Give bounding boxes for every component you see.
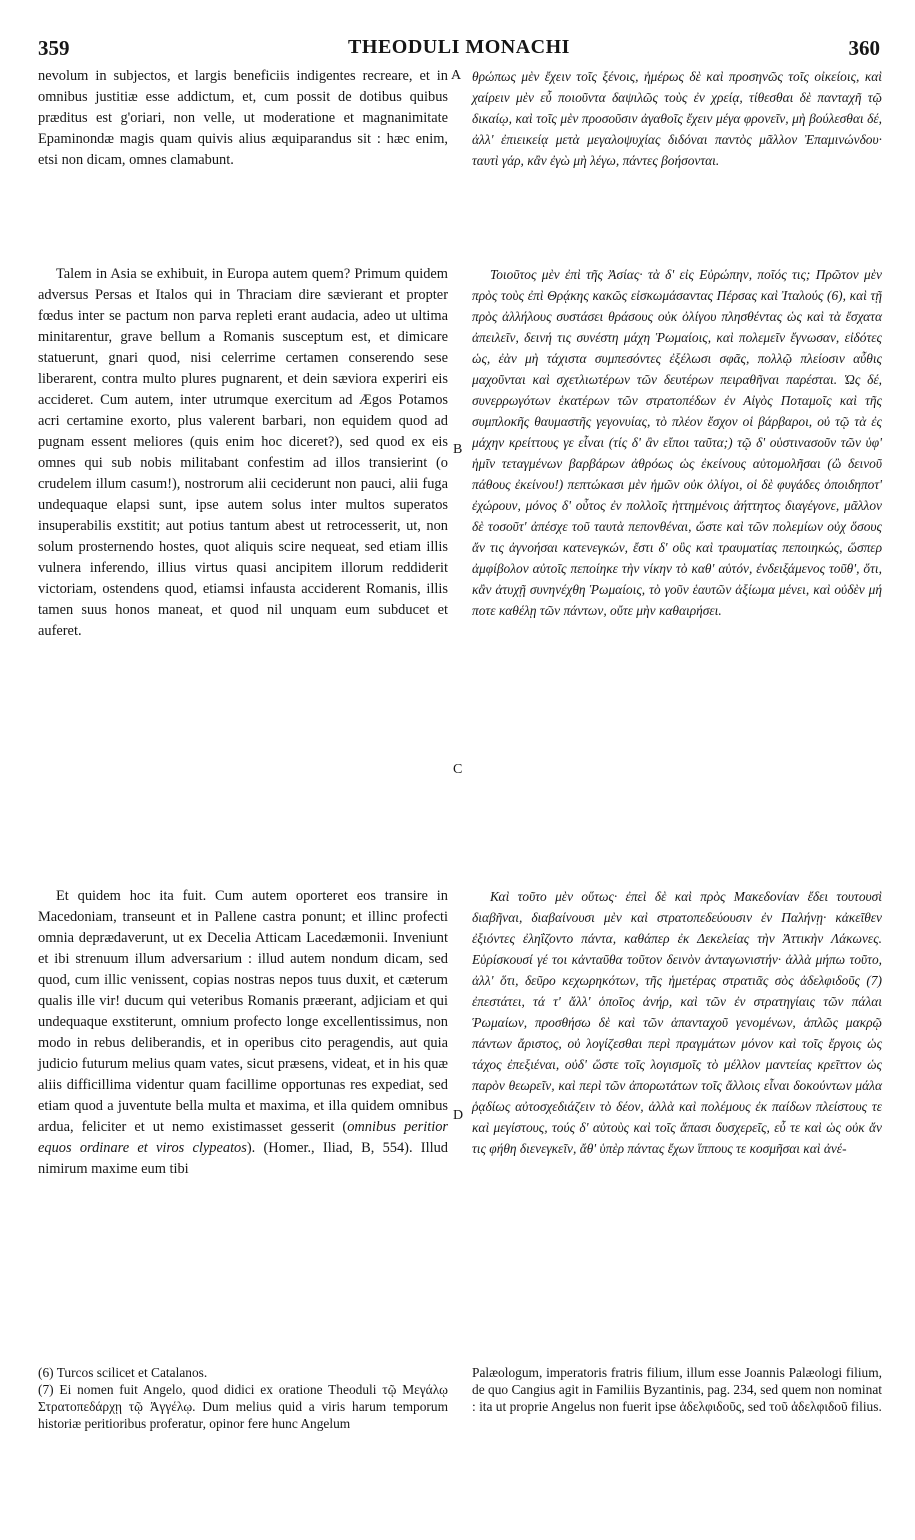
latin-paragraph-3 bbox=[38, 886, 448, 1180]
footnote-7-continued: Palæologum, imperatoris fratris filium, illum esse Joannis Palæologi filium, de quo Cangius agit in Familiis Byzantinis, pag. 234, sed quem non nominat : ita ut proprie Angelus non fuerit ipse ἀδελφιδοῦς, sed τοῦ ἀδελφιδοῦ filius. bbox=[472, 1365, 882, 1414]
greek-text-1: θρώπως μὲν ἔχειν τοῖς ξένοις, ἡμέρως δὲ καὶ προσηνῶς τοῖς οἰκείοις, καὶ χαίρειν μὲν εὖ ποιοῦντα δαψιλῶς τοὺς ἐν χρείᾳ, τίθεσθαι δὲ πανταχῆ τῷ δικαίῳ, καὶ τοῖς μὲν προσοῦσιν ἀγαθοῖς ἔχειν μέγα φρονεῖν, μὴ βούλεσθαι δέ, ἀλλ' ἐπιεικείᾳ μετὰ μεγαλοψυχίας διδόναι παντὸς μᾶλλον Ἐπαμινώνδου· ταυτὶ γάρ, κἂν ἐγὼ μὴ λέγω, πάντες βοήσονται. bbox=[472, 69, 882, 168]
footnote-6: (6) Turcos scilicet et Catalanos. bbox=[38, 1365, 208, 1380]
margin-letter-a: A bbox=[451, 68, 462, 83]
greek-paragraph-3 bbox=[472, 886, 882, 1159]
homer-quote: omnibus peritior equos ordinare et viros clypeatos bbox=[38, 1119, 449, 1156]
running-header bbox=[38, 36, 880, 66]
latin-text-2: Talem in Asia se exhibuit, in Europa autem quem? Primum quidem adversus Persas et Italos qui in Thraciam dire sævierant et propter fœdus inter se pactum non parva repleti erant audacia, adeo ut ultima minitarentur, grave bellum a Romanis susceptum est, et dimicare statuerunt, gnari quod, nisi celerrime certamen conserendo sese liberarent, contra multo plures pugnarent, et dein sæviora experiri eis accideret. Cum autem, inter utrumque exercitum ad Ægos Potamos acri certamine exorto, plus valerent barbari, non equidem quod ad pugnam essent meliores (quis enim hoc diceret?), sed quod ex eis omnes qui sub nobis militabant confestim ad illos transierint (o crudelem illum casum!), nostrorum alii ceciderunt non pauci, alii fuga undequaque elapsi sunt, ipse autem solus inter multos superatos insuperabilis exstitit; aut potius tantum abest ut retrocesserit, ut, non solum prosternendo hostes, quot aliquis scire nequeat, sed etiam illis vulnera inferendo, illius virtus quasi ancipitem illorum reddiderit victoriam, ostendens quod, etiamsi infausta acciderent Romanis, illis tamen suus honos maneat, et quod nil unquam eum subducet et auferet. bbox=[38, 266, 448, 639]
latin-paragraph-2 bbox=[38, 264, 448, 642]
margin-letter-b: B bbox=[453, 442, 463, 457]
latin-text-3c: . (Homer., Iliad, B, 554). Illud nimirum maxime eum tibi bbox=[38, 1140, 448, 1177]
latin-text-1: nevolum in subjectos, et largis beneficiis indigentes recreare, et in omnibus justitiæ esse addictum, et, cum possit de dotibus quibus præditus est g'oriari, non velle, ut moderatione et magnanimitate Epaminondæ magis quam quivis alius æquiparandus sit : hæc enim, etsi non dicam, omnes clamabunt. bbox=[38, 68, 448, 168]
greek-paragraph-2 bbox=[472, 264, 882, 621]
greek-text-2: Τοιοῦτος μὲν ἐπὶ τῆς Ἀσίας· τὰ δ' εἰς Εὐρώπην, ποῖός τις; Πρῶτον μὲν πρὸς τοὺς ἐπὶ Θρᾴκης κακῶς εἰσκωμάσαντας Πέρσας καὶ Ἰταλούς (6), καὶ τῇ πρὸς ἀλλήλους συστάσει θράσους οὐκ ὀλίγου πλησθέντας ὡς καὶ τὰ ἔσχατα ἀπειλεῖν, δεινή τις συνέστη μάχη Ῥωμαίοις, καὶ πολεμεῖν ἔγνωσαν, εἰδότες ὡς, ἐὰν μὴ τάχιστα συμπεσόντες ἐξέλωσι σφᾶς, πολλῷ πλείοσιν αὖθις μαχοῦνται καὶ σχετλιωτέρων τῶν δευτέρων πειραθῆναι παρέσται. Ὡς δέ, συνερρωγότων ἑκατέρων τῶν στρατοπέδων ἐν Αἰγὸς Ποταμοῖς καὶ τῆς συμπλοκῆς θαυμαστῆς γεγονυίας, τὸ πλέον ἔσχον οἱ βάρβαροι, οὐ τῷ τὰ ἐς μάχην κρείττους γε εἶναι (τίς δ' ἂν εἴποι ταῦτα;) τῷ δ' οὑστινασοῦν τῶν ὑφ' ἡμῖν τεταγμένων βαρβάρων ἀθρόως ὡς ἐκείνους αὐτομολῆσαι (ὢ δεινοῦ πάθους ἐκείνου!) πεπτώκασι μὲν ἡμῶν οὐκ ὀλίγοι, οἱ δὲ φυγάδες ὁποιδηποτ' ἐχώρουν, μόνος δ' οὗτος ἐν πολλοῖς ἡττημένοις ἀήττητος διαγέγονε, μᾶλλον δὲ τοσοῦτ' ἀπέσχε τοῦ ταυτὰ πεπονθέναι, ὥστε καὶ τῶν πολεμίων οὐχ ὅσους ἄν τις ἀγνοήσαι κατενεγκών, ἔστι δ' οὓς καὶ τραυματίας πεποιηκώς, ὥσπερ ἀμφίβολον αὐτοῖς πεποίηκε τὴν νίκην τὸ καθ' αὑτόν, ἐνδειξάμενος τοῦθ', ὅτι, κἂν ἀτυχῇ συνηνέχθη Ῥωμαίοις, τὸ γοῦν ἑαυτῶν ἀξίωμα μένει, καὶ οὐδὲν μή ποτε καθέλῃ τῶν πάντων, οὔτε μὴν καθαιρήσει. bbox=[472, 267, 882, 618]
page-number-left: 359 bbox=[38, 36, 70, 60]
footnote-7: (7) Ei nomen fuit Angelo, quod didici ex oratione Theoduli τῷ Μεγάλῳ Στρατοπεδάρχῃ τῷ Ἀγγέλῳ. Dum melius quid a viris harum temporum historiæ peritioribus proferatur, opinor fere hunc Angelum bbox=[38, 1382, 448, 1431]
latin-paragraph-1 bbox=[38, 66, 448, 171]
footnotes-right bbox=[472, 1364, 882, 1415]
footnotes-left bbox=[38, 1364, 448, 1432]
greek-text-3: Καὶ τοῦτο μὲν οὕτως· ἐπεὶ δὲ καὶ πρὸς Μακεδονίαν ἔδει τουτουσὶ διαβῆναι, διαβαίνουσι μὲν καὶ στρατοπεδεύουσιν ἐν Παλήνῃ· κἀκεῖθεν ἐξιόντες ἐληΐζοντο πάντα, καθάπερ ἐκ Δεκελείας τὴν Ἀττικὴν Λάκωνες. Εὑρίσκουσί γέ τοι κἀνταῦθα τοῦτον δεινὸν ἀνταγωνιστήν· ἀλλὰ μήπω τοῦτο, ἀλλ' ὅτι, δεῦρο κεχωρηκότων, τῆς ἡμετέρας στρατιᾶς σὸς ἀδελφιδοῦς (7) ἐπεστάτει, τά τ' ἄλλ' ὁποῖος ἀνήρ, καὶ τῶν ἐν στρατηγίαις τῶν πάλαι Ῥωμαίων, προσθήσω δὲ καὶ τῶν ἁπανταχοῦ γενομένων, ἁπλῶς μακρῷ πάντων ἄριστος, οὐ λογίζεσθαι περὶ πραγμάτων μόνον καὶ τοῖς ἔργοις ὡς τάχος ἐπεξιέναι, οὐδ' ὥστε τοῖς λογισμοῖς τὸ μέλλον μαντείας κρεῖττον ὡς παρὸν θεωρεῖν, καὶ περὶ τῶν ἀπορωτάτων τοῖς ἄλλοις εἶναι δοκούντων μάλα ῥᾳδίως αὐτοσχεδιάζειν τὸ δέον, ἀλλὰ καὶ πολέμους ἐκ παίδων πλείστους τε καὶ μεγίστους, τούς δ' αὐτοὺς καὶ τοῖς ἅπασι δυσχερεῖς, εὖ τε καὶ ὡς οὐκ ἄν τις φήθη διενεγκεῖν, ἄθ' ὑπὲρ πάντας ἔχων ἵππους τε κοσμῆσαι καὶ ἀνέ- bbox=[472, 889, 882, 1156]
page-number-right: 360 bbox=[848, 36, 880, 60]
latin-text-3: Et quidem hoc ita fuit. Cum autem oporteret eos transire in Macedoniam, transeunt et in Pallene castra ponunt; et illinc profecti omnia deprædaverunt, ut ex Decelia Atticam Lacedæmonii. Inveniunt et ibi strenuum illum adversarium : illud autem nondum dicam, sed quod, cum illic venissent, copias nostras nepos tuus duxit, et cæterum qualis ille vir! ducum qui veteribus Romanis præerant, adjiciam et qui undequaque exstiterunt, omnium profecto longe excellentissimus, non modo in rebus deliberandis, et in operibus cito peragendis, aut quia judicio futurum melius quam vates, sicut præsens, videat, et in his quæ aliis difficillima videntur quam facillime opportunas res expediat, sed etiam quod a juventute bella multa et maxima, et illa quidem omnibus ardua, feliciter et ut nemo existimasset gesserit (omnibus peritior equos ordinare et viros clypeatos). (Homer., Iliad, B, 554). Illud nimirum maxime eum tibi bbox=[38, 888, 449, 1177]
margin-letter-c: C bbox=[453, 762, 463, 777]
margin-letter-d: D bbox=[453, 1108, 464, 1123]
greek-paragraph-1 bbox=[472, 66, 882, 171]
running-title: THEODULI MONACHI bbox=[348, 36, 570, 58]
latin-text-3a: Et quidem hoc ita fuit. Cum autem oporteret eos transire in Macedoniam, transeunt et in Pallene castra ponunt; et illinc profecti omnia deprædaverunt, ut ex Decelia Atticam Lacedæmonii. Inveniunt et ibi strenuum illum adversarium : illud autem nondum dicam, sed quod, cum illic venissent, copias nostras nepos tuus duxit, et cæterum qualis ille vir! ducum qui veteribus Romanis præerant, adjiciam et qui undequaque exstiterunt, omnium profecto longe excellentissimus, non modo in rebus deliberandis, et in operibus cito peragendis, aut quia judicio futurum melius quam vates, sicut præsens, videat, et in his quæ aliis difficillima videntur quam facillime opportunas res expediat, sed etiam quod a juventute bella multa et maxima, et illa quidem omnibus ardua, feliciter et ut nemo existimasset gesserit ( bbox=[38, 888, 448, 1135]
